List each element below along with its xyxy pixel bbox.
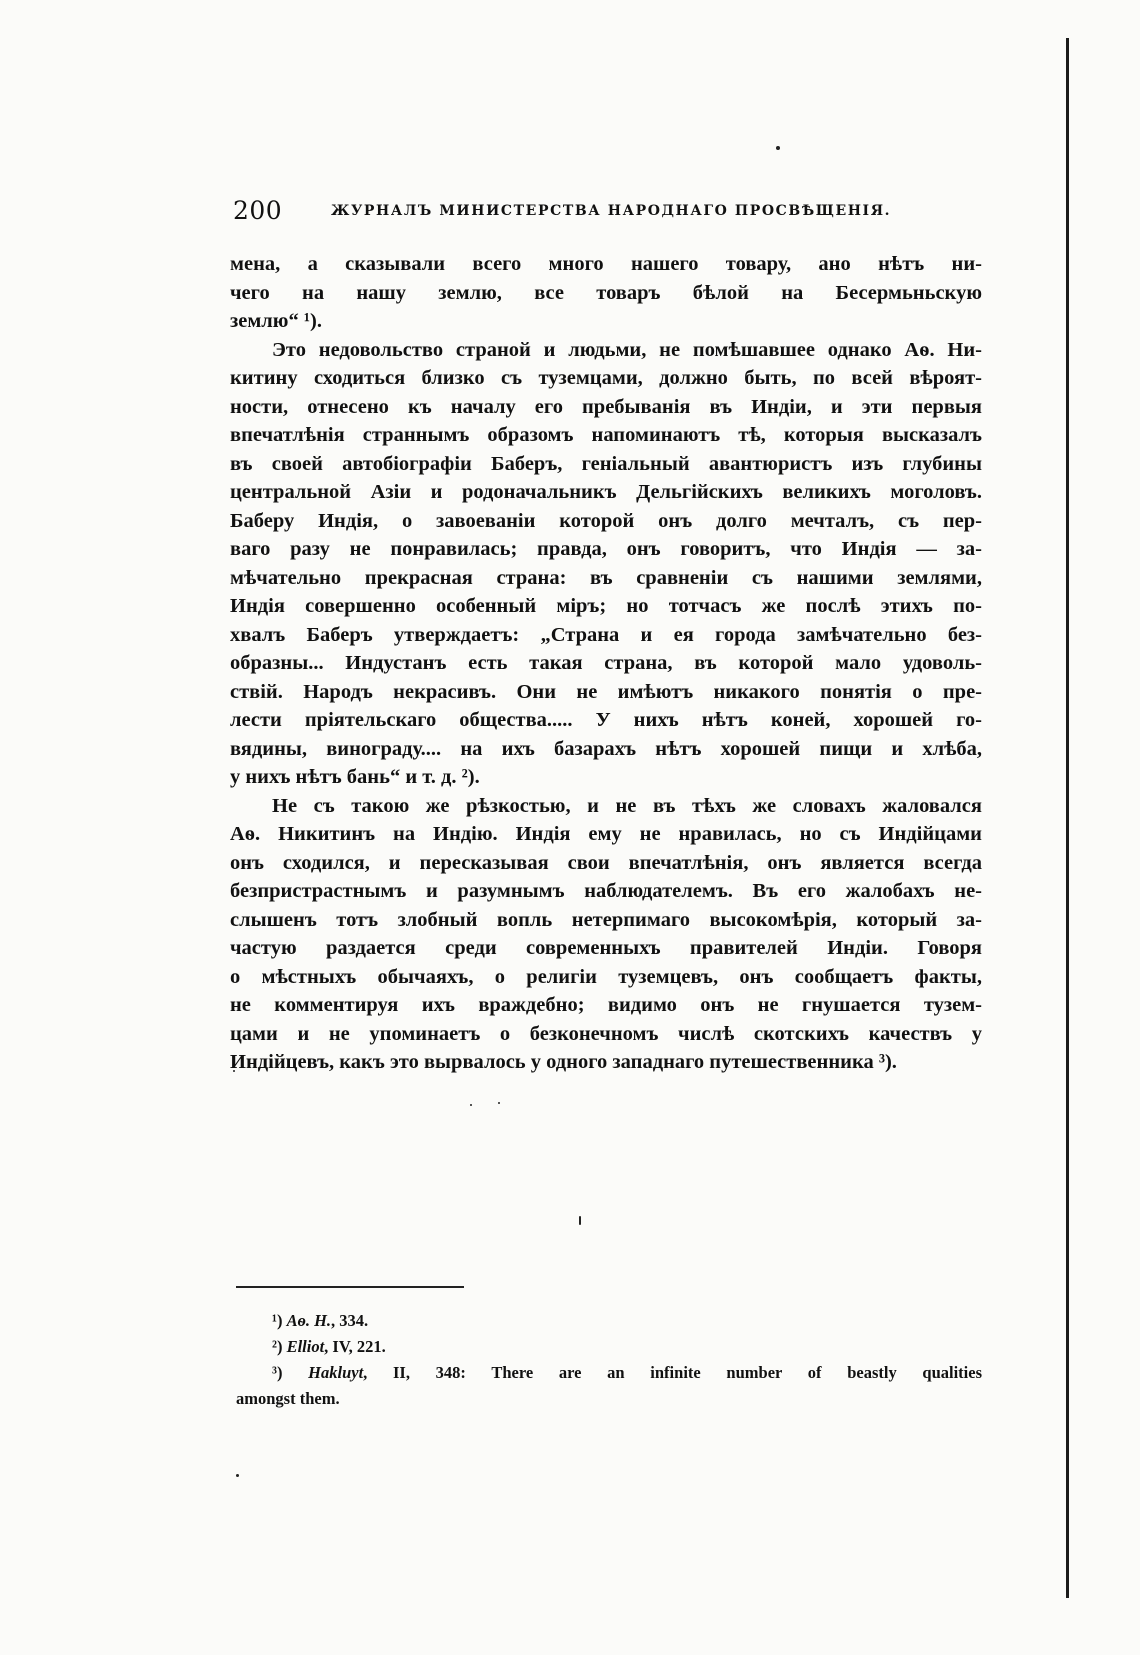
- scan-speck: [236, 1474, 239, 1477]
- text-line: впечатлѣнія страннымъ образомъ напоминаютъ тѣ, которыя высказалъ: [230, 424, 982, 446]
- text-line: слышенъ тотъ злобный вопль нетерпимаго высокомѣрія, который за-: [230, 908, 982, 931]
- footnote-1: [236, 1308, 982, 1334]
- footnote-3-continuation: amongst them.: [236, 1389, 340, 1408]
- scan-speck: [579, 1216, 581, 1225]
- footnote-2: [236, 1334, 982, 1360]
- text-line: хвалъ Баберъ утверждаетъ: „Страна и ея города замѣчательно без-: [230, 623, 982, 646]
- text-line: чего на нашу землю, все товаръ бѣлой на Бесермьньскую: [230, 281, 982, 304]
- scan-speck: [470, 1104, 472, 1106]
- footnotes: [236, 1308, 982, 1412]
- page-number: 200: [233, 196, 283, 225]
- footnote-text: , IV, 221.: [324, 1337, 386, 1356]
- footnote-marker: ¹): [272, 1311, 283, 1330]
- text-line: центральной Азіи и родоначальникъ Дельгійскихъ великихъ моголовъ.: [230, 481, 982, 503]
- text-line: въ своей автобіографіи Баберъ, геніальный авантюристъ изъ глубины: [230, 452, 982, 475]
- footnote-source: Аѳ. Н.: [286, 1311, 332, 1330]
- text-line: Баберу Индія, о завоеваніи которой онъ долго мечталъ, съ пер-: [230, 509, 982, 532]
- scan-speck: [498, 1102, 500, 1104]
- body-text: [230, 250, 982, 1077]
- text-line: мѣчательно прекрасная страна: въ сравненіи съ нашими землями,: [230, 566, 982, 589]
- text-line: вядины, винограду.... на ихъ базарахъ нѣтъ хорошей пищи и хлѣба,: [230, 737, 982, 760]
- running-title: ЖУРНАЛЪ МИНИСТЕРСТВА НАРОДНАГО ПРОСВѢЩЕНІЯ.: [331, 203, 892, 219]
- text-line: мена, а сказывали всего много нашего товару, ано нѣтъ ни-: [230, 253, 982, 275]
- text-line: частую раздается среди современныхъ правителей Индіи. Говоря: [230, 937, 982, 959]
- page-header: [233, 196, 892, 226]
- text-line: цами и не упоминаетъ о безконечномъ числѣ скотскихъ качествъ у: [230, 1022, 982, 1045]
- scan-speck: [776, 146, 780, 150]
- text-line: Не съ такою же рѣзкостью, и не въ тѣхъ же словахъ жаловался: [272, 794, 982, 817]
- text-line: образны... Индустанъ есть такая страна, въ которой мало удоволь-: [230, 652, 982, 674]
- footnote-marker: ³): [272, 1363, 283, 1382]
- text-line: Индійцевъ, какъ это вырвалось у одного западнаго путешественника ³).: [230, 1051, 897, 1073]
- page-edge-line: [1066, 38, 1069, 1598]
- footnote-text: , II, 348: There are an infinite number of beastly qualities: [363, 1363, 982, 1382]
- text-line: Аѳ. Никитинъ на Индію. Индія ему не нравилась, но съ Индійцами: [230, 823, 982, 845]
- text-line: не комментируя ихъ враждебно; видимо онъ не гнушается тузем-: [230, 994, 982, 1016]
- footnote-source: Hakluyt: [308, 1363, 364, 1382]
- text-line: ности, отнесено къ началу его пребыванія въ Индіи, и эти первыя: [230, 395, 982, 418]
- text-line: китину сходиться близко съ туземцами, должно быть, по всей вѣроят-: [230, 367, 982, 389]
- footnote-marker: ²): [272, 1337, 283, 1356]
- text-line: онъ сходился, и пересказывая свои впечатлѣнія, онъ является всегда: [230, 851, 982, 874]
- text-line: ствій. Народъ некрасивъ. Они не имѣютъ никакого понятія о пре-: [230, 680, 982, 703]
- text-line: о мѣстныхъ обычаяхъ, о религіи туземцевъ, онъ сообщаетъ факты,: [230, 965, 982, 988]
- footnote-rule: [236, 1286, 464, 1288]
- footnote-source: Elliot: [286, 1337, 325, 1356]
- text-line: ваго разу не понравилась; правда, онъ говоритъ, что Индія — за-: [230, 538, 982, 560]
- footnote-3: [236, 1360, 982, 1386]
- text-line: безпристрастнымъ и разумнымъ наблюдателемъ. Въ его жалобахъ не-: [230, 880, 982, 902]
- text-line: Это недовольство страной и людьми, не помѣшавшее однако Аѳ. Ни-: [272, 338, 982, 361]
- footnote-text: , 334.: [331, 1311, 369, 1330]
- text-line: у нихъ нѣтъ бань“ и т. д. ²).: [230, 766, 480, 788]
- text-line: Индія совершенно особенный міръ; но тотчасъ же послѣ этихъ по-: [230, 595, 982, 617]
- text-line: лести пріятельскаго общества..... У нихъ нѣтъ коней, хорошей го-: [230, 709, 982, 731]
- text-line: землю“ ¹).: [230, 310, 322, 332]
